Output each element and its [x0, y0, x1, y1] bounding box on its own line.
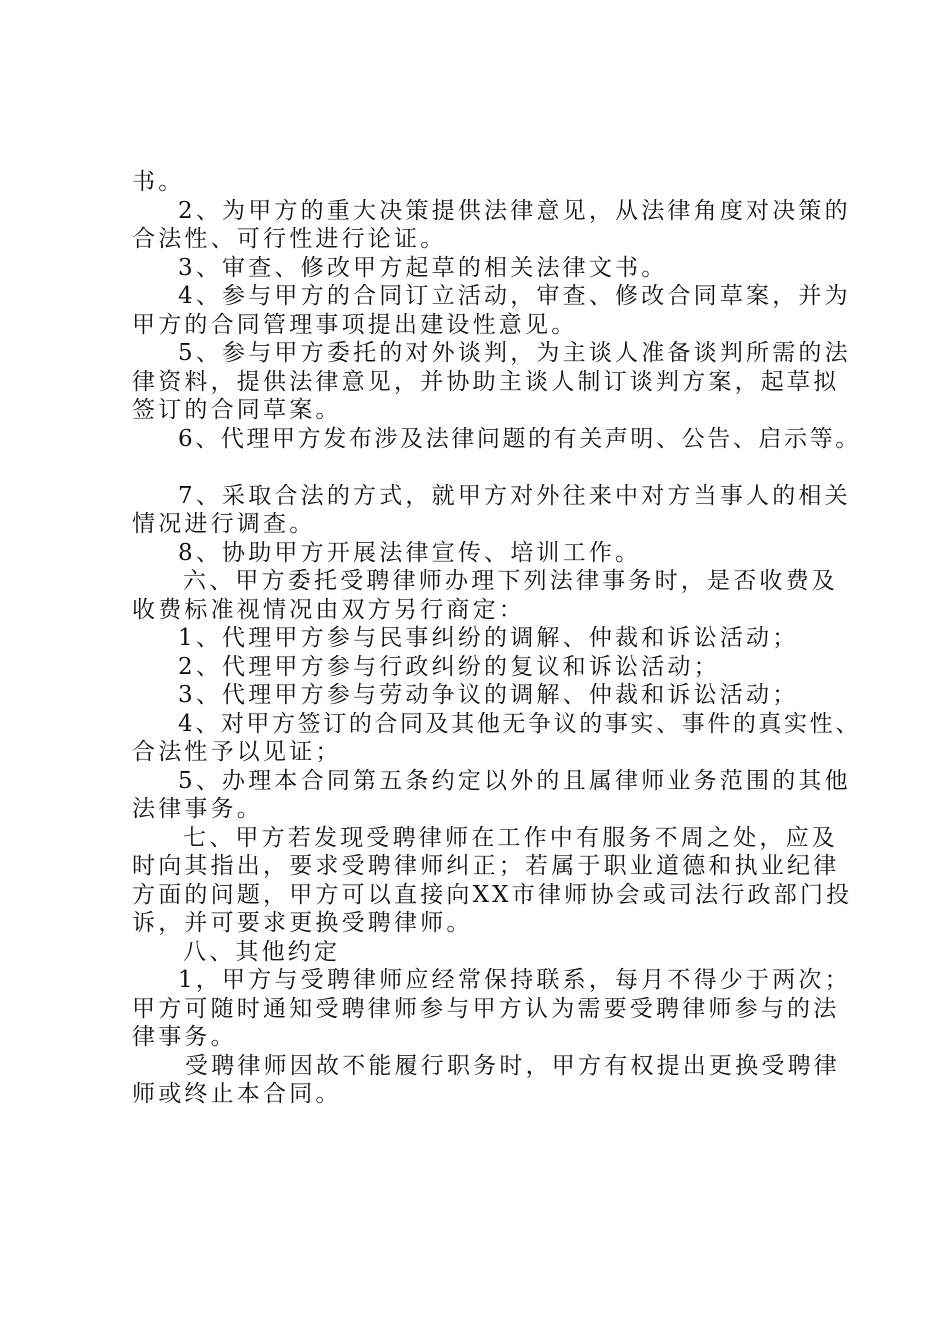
text-line: 情况进行调查。 [132, 511, 316, 537]
document-body [132, 168, 861, 1109]
clause-5-2: 2、为甲方的重大决策提供法律意见，从法律角度对决策的 [178, 197, 851, 224]
section-8-heading: 八、其他约定 [183, 938, 341, 965]
clause-5-7: 7、采取合法的方式，就甲方对外往来中对方当事人的相关 [178, 482, 851, 509]
text-line: 收费标准视情况由双方另行商定： [132, 596, 525, 623]
clause-6-3: 3、代理甲方参与劳动争议的调解、仲裁和诉讼活动； [178, 682, 799, 708]
text-line: 合法性予以见证； [132, 739, 342, 765]
paragraph-gap [132, 453, 832, 482]
clause-6-4: 4、对甲方签订的合同及其他无争议的事实、事件的真实性、 [178, 710, 861, 737]
clause-6-2: 2、代理甲方参与行政纠纷的复议和诉讼活动； [178, 653, 720, 680]
clause-8-2: 受聘律师因故不能履行职务时，甲方有权提出更换受聘律 [185, 1052, 840, 1079]
section-6-heading: 六、甲方委托受聘律师办理下列法律事务时，是否收费及 [183, 568, 838, 594]
clause-5-3: 3、审查、修改甲方起草的相关法律文书。 [178, 254, 668, 281]
text-line: 甲方的合同管理事项提出建设性意见。 [132, 311, 578, 338]
text-line: 时向其指出，要求受聘律师纠正；若属于职业道德和执业纪律 [132, 853, 840, 879]
text-line: 甲方可随时通知受聘律师参与甲方认为需要受聘律师参与的法 [132, 995, 840, 1022]
text-line: 合法性、可行性进行论证。 [132, 226, 447, 252]
text-line: 师或终止本合同。 [132, 1081, 342, 1107]
clause-6-5: 5、办理本合同第五条约定以外的且属律师业务范围的其他 [178, 767, 851, 794]
text-line: 签订的合同草案。 [132, 397, 342, 423]
text-line: 律事务。 [132, 1024, 237, 1050]
text-line: 诉，并可要求更换受聘律师。 [132, 910, 473, 936]
clause-8-1: 1，甲方与受聘律师应经常保持联系，每月不得少于两次； [178, 967, 851, 993]
clause-5-4: 4、参与甲方的合同订立活动，审查、修改合同草案，并为 [178, 283, 851, 309]
text-line: 方面的问题，甲方可以直接向XX市律师协会或司法行政部门投 [132, 881, 853, 908]
clause-5-6: 6、代理甲方发布涉及法律问题的有关声明、公告、启示等。 [178, 425, 861, 452]
text-line: 法律事务。 [132, 796, 263, 822]
clause-5-5: 5、参与甲方委托的对外谈判，为主谈人准备谈判所需的法 [178, 340, 851, 366]
section-7-heading: 七、甲方若发现受聘律师在工作中有服务不周之处，应及 [183, 824, 838, 851]
clause-5-8: 8、协助甲方开展法律宣传、培训工作。 [178, 539, 642, 566]
text-line: 书。 [132, 169, 185, 195]
clause-6-1: 1、代理甲方参与民事纠纷的调解、仲裁和诉讼活动； [178, 625, 799, 651]
text-line: 律资料，提供法律意见，并协助主谈人制订谈判方案，起草拟 [132, 368, 840, 395]
